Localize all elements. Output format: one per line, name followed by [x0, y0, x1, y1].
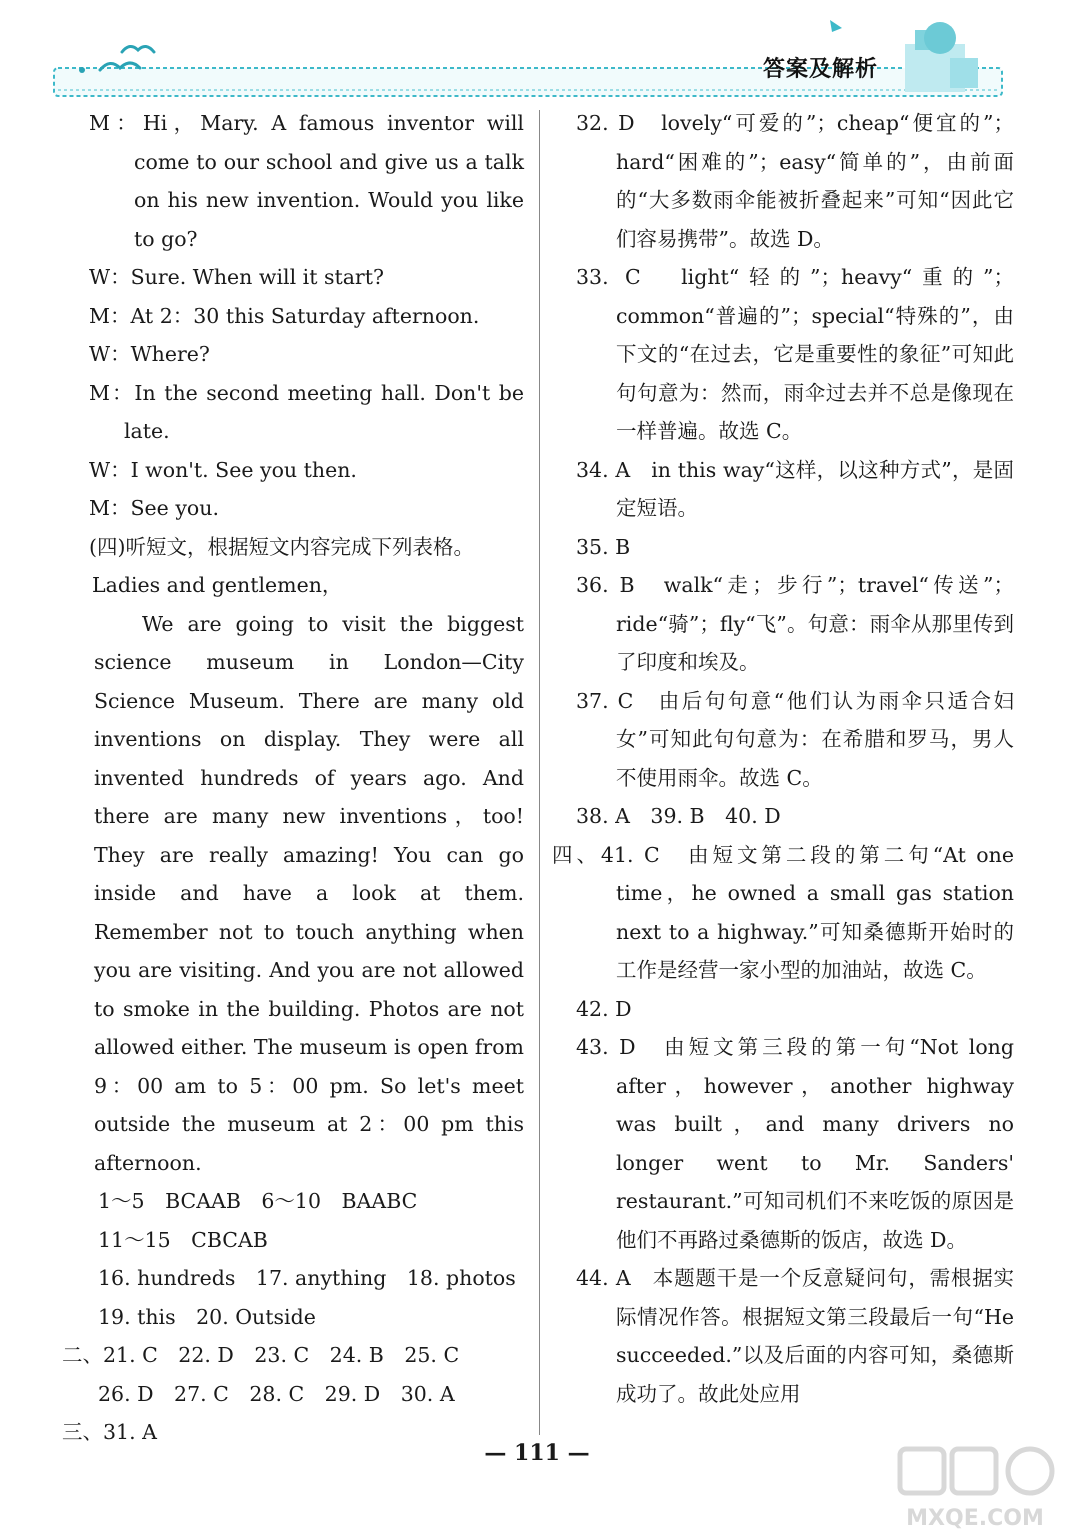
- answer-explanation: 32. D lovely“可爱的”；cheap“便宜的”；hard“困难的”；easy“简单的”，由前面的“大多数雨伞能被折叠起来”可知“因此它们容易携带”。故选 D。: [576, 111, 1014, 251]
- watermark-text: MXQE.COM: [906, 1506, 1044, 1531]
- answer-explanation: 四、41. C 由短文第二段的第二句“At one time，he owned a small gas station next to a highway.”可知桑德斯开始时的工作是经营一家小型的加油站，故选 C。: [552, 842, 1014, 982]
- right-column: [552, 104, 1014, 1413]
- watermark-logo: [880, 1445, 1070, 1535]
- answer-explanation: 37. C 由后句句意“他们认为雨伞只适合妇女”可知此句句意为：在希腊和罗马，男人不使用雨伞。故选 C。: [576, 688, 1014, 790]
- section-instruction: (四)听短文，根据短文内容完成下列表格。: [89, 534, 474, 559]
- column-divider: [539, 110, 540, 1435]
- answer-explanation: 35. B: [576, 534, 631, 559]
- answer-line: 16. hundreds 17. anything 18. photos: [98, 1266, 516, 1290]
- section-title: 答案及解析: [762, 57, 878, 82]
- answer-line: 19. this 20. Outside: [98, 1304, 316, 1329]
- answer-explanation: 38. A 39. B 40. D: [576, 804, 781, 828]
- dialogue-line: M：See you.: [89, 496, 219, 520]
- dialogue-line: W：Sure. When will it start?: [89, 265, 384, 289]
- dialogue-line: M：Hi，Mary. A famous inventor will come to our school and give us a talk on his new invention. Would you like to go?: [89, 111, 524, 251]
- answer-explanation: 36. B walk“走；步行”；travel“传送”；ride“骑”；fly“飞”。句意：雨伞从那里传到了印度和埃及。: [576, 573, 1014, 674]
- answer-line: 26. D 27. C 28. C 29. D 30. A: [98, 1381, 455, 1406]
- page-number: — 111 —: [484, 1440, 590, 1466]
- answer-explanation: 42. D: [576, 996, 632, 1021]
- passage-greeting: Ladies and gentlemen，: [92, 573, 343, 597]
- dialogue-line: M：In the second meeting hall. Don't be late.: [89, 380, 524, 443]
- dialogue-line: M：At 2：30 this Saturday afternoon.: [89, 303, 480, 328]
- answer-explanation: 34. A in this way“这样，以这种方式”，是固定短语。: [576, 457, 1014, 520]
- answer-line: 1～5 BCAAB 6～10 BAABC: [98, 1189, 418, 1213]
- left-column: [62, 104, 524, 1452]
- answer-line: 11～15 CBCAB: [98, 1227, 268, 1252]
- dialogue-line: W：Where?: [89, 342, 210, 366]
- dialogue-line: W：I won't. See you then.: [89, 457, 357, 482]
- passage-body: We are going to visit the biggest science museum in London—City Science Museum. There are many old inventions on display. They were all invented hundreds of years ago. And there are many new inventions，too! They are really amazing! You can go inside and have a look at them. Remember not to touch anything when you are visiting. And you are not allowed to smoke in the building. Photos are not allowed either. The museum is open from 9：00 am to 5：00 pm. So let's meet outside the museum at 2：00 pm this afternoon.: [94, 611, 524, 1175]
- answer-line: 二、21. C 22. D 23. C 24. B 25. C: [62, 1343, 460, 1367]
- header-decoration: [0, 0, 1074, 100]
- answer-explanation: 33. C light“轻的”；heavy“重的”；common“普遍的”；special“特殊的”，由下文的“在过去，它是重要性的象征”可知此句句意为：然而，雨伞过去并不总是像现在一样普遍。故选 C。: [576, 265, 1014, 443]
- answer-explanation: 43. D 由短文第三段的第一句“Not long after，however，another highway was built，and many drivers no longer went to Mr. Sanders' restaurant.”可知司机们不来吃饭的原因是他们不再路过桑德斯的饭店，故选 D。: [576, 1035, 1014, 1252]
- page-header: [0, 0, 1074, 100]
- answer-line: 三、31. A: [62, 1420, 157, 1444]
- answer-explanation: 44. A 本题题干是一个反意疑问句，需根据实际情况作答。根据短文第三段最后一句“He succeeded.”以及后面的内容可知，桑德斯成功了。故此处应用: [576, 1266, 1014, 1406]
